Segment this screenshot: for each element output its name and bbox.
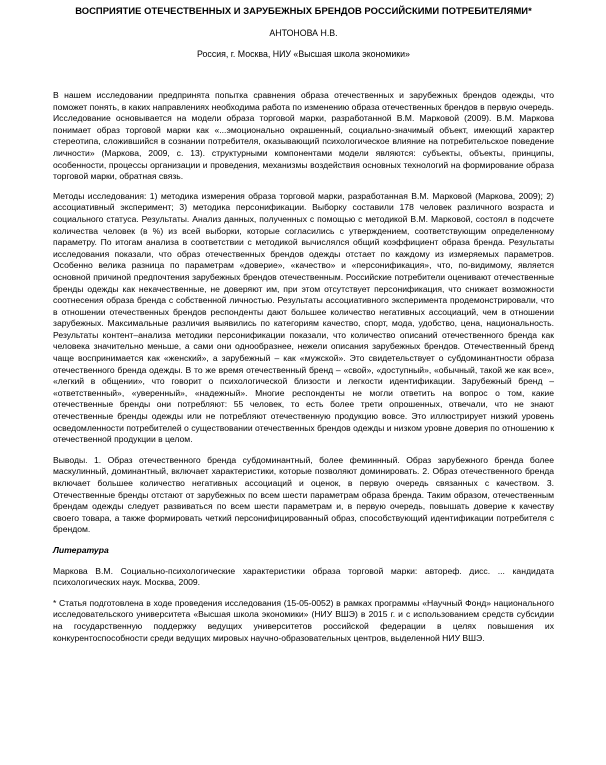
literature-heading: Литература (53, 544, 109, 555)
author-affiliation: Россия, г. Москва, НИУ «Высшая школа экономики» (197, 49, 410, 59)
footnote: * Статья подготовлена в ходе проведения исследования (15-05-0052) в рамках программы «Научный Фонд» национального исследовательского университета «Высшая школа экономики» (НИУ ВШЭ) в 2015 г. и с использованием средств субсидии на государственную поддержку ведущих университетов российской федерации в целях повышения их конкурентоспособности среди ведущих мировых научно-образовательных центров, выделенной НИУ ВШЭ. (53, 597, 554, 643)
conclusions-paragraph: Выводы. 1. Образ отечественного бренда субдоминантный, более феминнный. Образ зарубежного бренда более маскулинный, доминантный, включает характеристики, которые позволяют доминировать. 2. Образ отечественного бренда включает большее количество негативных ассоциаций и оценок, в первую очередь связанных с качеством. 3. Отечественные бренды отстают от зарубежных по всем шести параметрам образа бренда. Таким образом, отечественным брендам одежды следует развиваться по всем шести параметрам и, в первую очередь, повышать доверие к качеству своего товара, а также формировать четкий персонифицированный образ, способствующий идентификации потребителя с брендом. (53, 454, 554, 535)
author-name: АНТОНОВА Н.В. (269, 28, 338, 38)
intro-paragraph: В нашем исследовании предпринята попытка сравнения образа отечественных и зарубежных брендов одежды, что поможет понять, в каких направлениях необходима работа по изменению образа отечественных брендов в первую очередь. Исследование основывается на модели образа торговой марки, разработанной В.М. Марковой (2009). В.М. Маркова понимает образ торговой марки как «...эмоционально окрашенный, социально-значимый объект, имеющий характер стереотипа, сложившийся в сознании потребителя, оказывающий психологическое влияние на потребительское поведение личности» (Маркова, 2009, с. 13). структурными компонентами модели являются: субъекты, объекты, принципы, особенности, процессы организации и проведения, механизмы воздействия основных технологий на формирование образа торговой марки, обратная связь. (53, 90, 554, 182)
literature-item: Маркова В.М. Социально-психологические характеристики образа торговой марки: автореф. дисс. ... кандидата психологических наук. Москва, 2009. (53, 565, 554, 588)
methods-results-paragraph: Методы исследования: 1) методика измерения образа торговой марки, разработанная В.М. Марковой (Маркова, 2009); 2) ассоциативный эксперимент; 3) методика персонификации. Выборку составили 178 человек различного возраста и социального статуса. Результаты. Анализ данных, полученных с помощью с методикой В.М. Марковой, состоял в подсчете количества человек (в %) из всей выборки, которые согласились с утверждением, соответствующим определенному параметру. По итогам анализа в соответствии с методикой вычислялся общий коэффициент образа бренда. Результаты исследования показали, что образ отечественных брендов одежды отстает по каждому из измеряемых параметров. Особенно велика разница по параметрам «доверие», «качество» и «персонификация», что, по-видимому, является основной причиной предпочтения зарубежных брендов отечественным. Российские потребители оценивают отечественные бренды одежды как некачественные, не доверяют им, при этом отсутствует персонификация, что снижает возможности соотнесения образа бренда с собственной личностью. Результаты ассоциативного эксперимента продемонстрировали, что в отношении отечественных брендов респонденты дают большее количество негативных ассоциаций, чем в отношении зарубежных. Максимальные различия выявились по категориям качество, спорт, мода, удобство, цена, национальность. Результаты контент–анализа методики персонификации показали, что количество описаний отечественного бренда как человека значительно меньше, а сами они однообразнее, нежели описания зарубежных брендов. Отечественный бренд чаще воспринимается как «женский», а зарубежный – как «мужской». Это свидетельствует о субдоминантности образа отечественного бренда одежды. В то же время отечественный бренд – «свой», «доступный», «обычный, такой же как все», «легкий в общении», что говорит о психологической близости и легкости идентификации. Зарубежный бренд – «ответственный», «уверенный», «надежный». Многие респонденты не могли ответить на вопрос о том, какие отечественные бренды они потребляют: 55 человек, то есть более трети опрошенных, отвечали, что не знают отечественные бренды одежды или не потребляют отечественную продукцию вовсе. Это иллюстрирует низкий уровень осведомленности потребителей о существовании отечественных брендов одежды и низком уровне доверия по отношению к отечественной продукции в целом. (53, 190, 554, 445)
paper-title: ВОСПРИЯТИЕ ОТЕЧЕСТВЕННЫХ И ЗАРУБЕЖНЫХ БРЕНДОВ РОССИЙСКИМИ ПОТРЕБИТЕЛЯМИ* (75, 5, 532, 16)
